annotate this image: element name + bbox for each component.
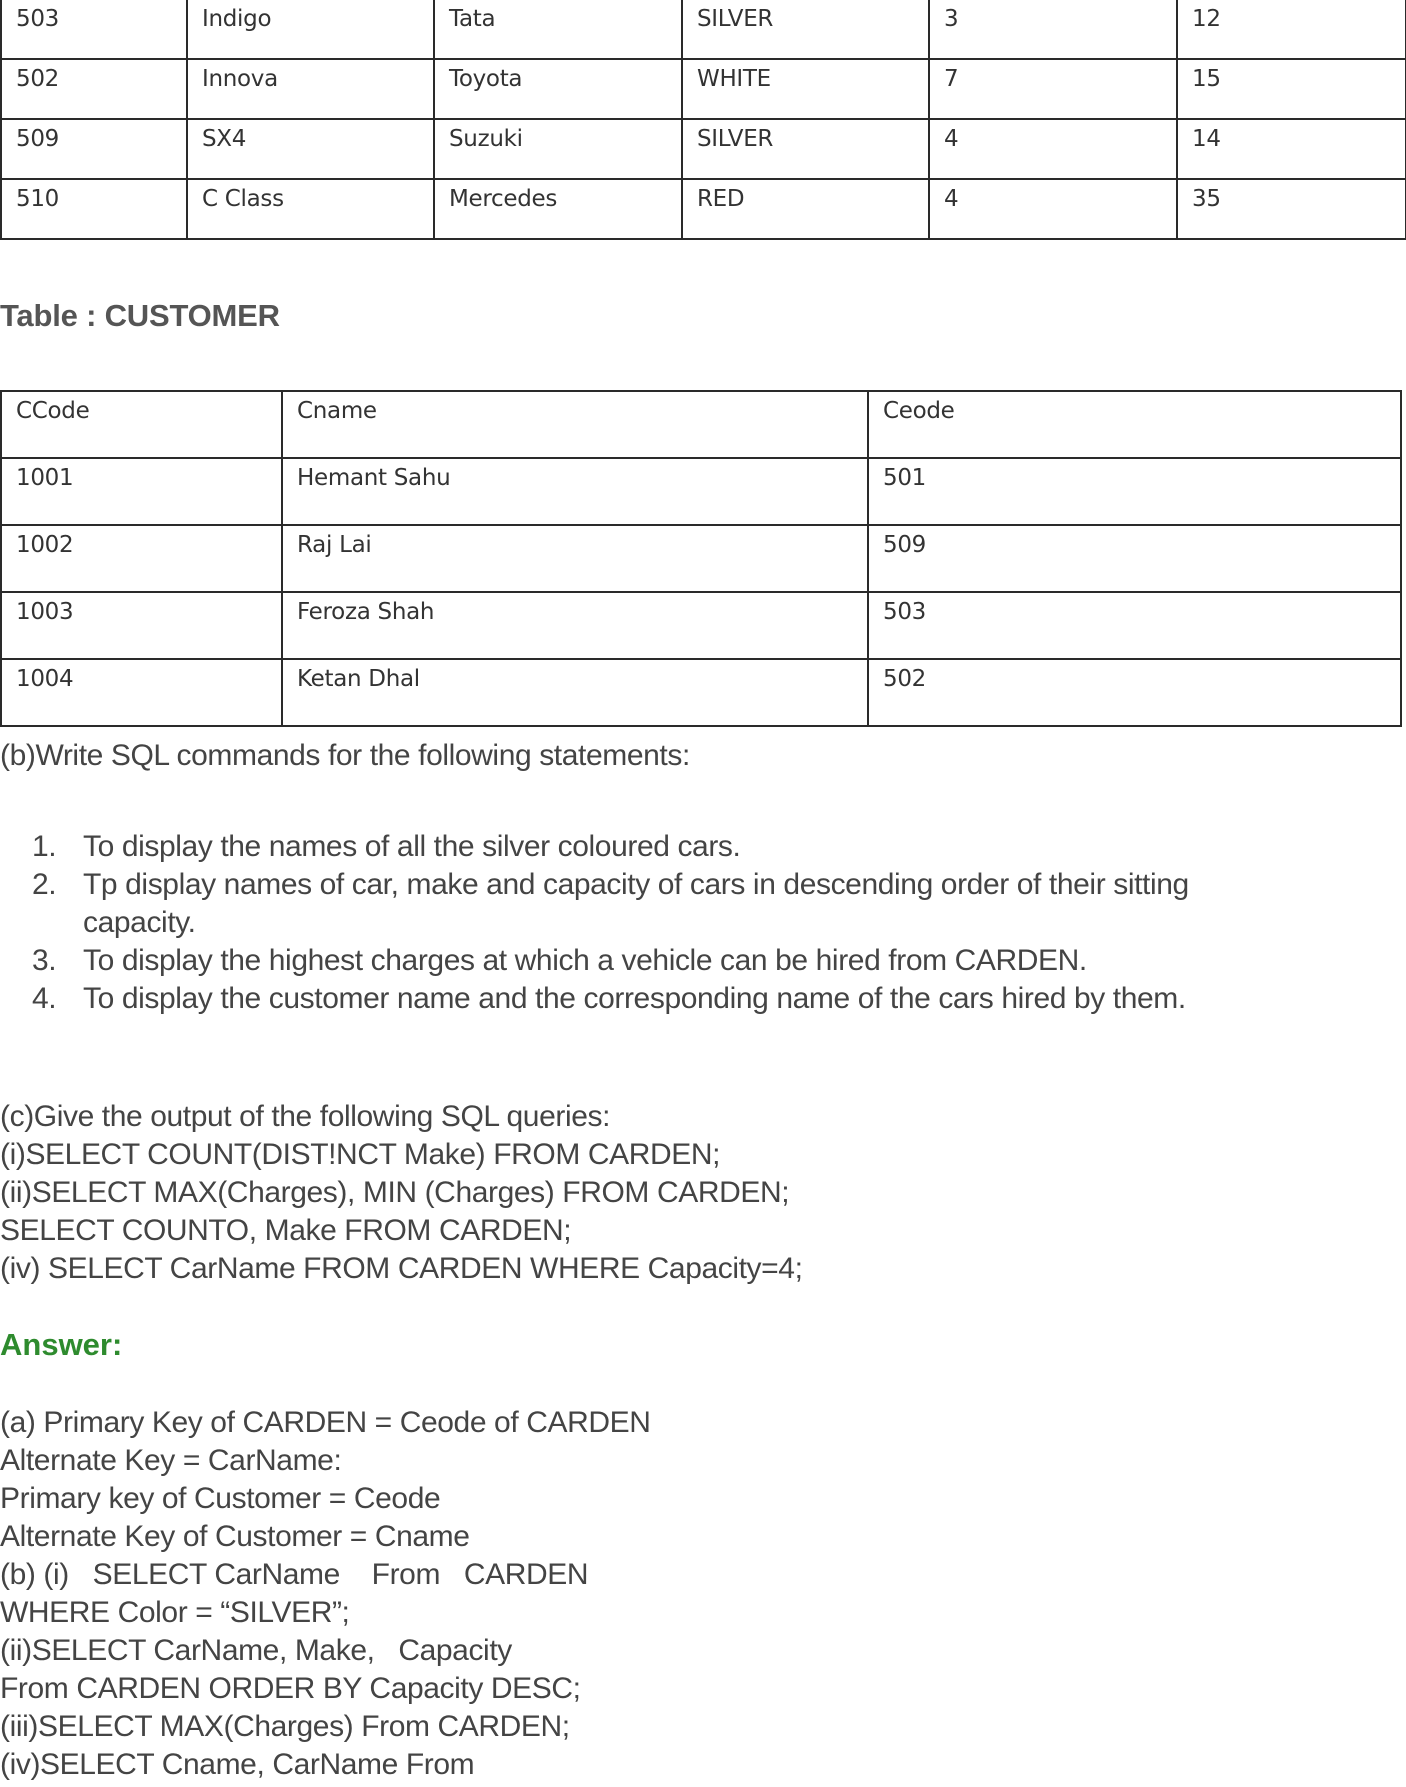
ccode-cell: 1004: [1, 659, 282, 726]
ccode-cell: 1002: [1, 525, 282, 592]
charges-cell: 35: [1177, 179, 1406, 239]
ceode-cell: 501: [868, 458, 1401, 525]
answer-line: (ii)SELECT CarName, Make, Capacity: [0, 1634, 512, 1667]
ceode-cell: 510: [1, 179, 187, 239]
list-item: [0, 828, 1300, 866]
table-row: [1, 592, 1401, 659]
make-cell: Suzuki: [434, 119, 682, 179]
section-c-intro: (c)Give the output of the following SQL queries:: [0, 1100, 611, 1133]
query-line: (ii)SELECT MAX(Charges), MIN (Charges) FROM CARDEN;: [0, 1176, 790, 1209]
ceode-cell: 503: [868, 592, 1401, 659]
cname-cell: Raj Lai: [282, 525, 868, 592]
list-item-text: To display the names of all the silver coloured cars.: [83, 830, 741, 863]
table-row: [1, 179, 1406, 239]
answer-line: Alternate Key of Customer = Cname: [0, 1520, 470, 1553]
cname-cell: Hemant Sahu: [282, 458, 868, 525]
column-header-cname: Cname: [282, 391, 868, 458]
capacity-cell: 3: [929, 0, 1177, 59]
color-cell: RED: [682, 179, 929, 239]
make-cell: Toyota: [434, 59, 682, 119]
section-b-intro: (b)Write SQL commands for the following statements:: [0, 739, 690, 772]
answer-line: (a) Primary Key of CARDEN = Ceode of CARDEN: [0, 1406, 651, 1439]
answer-line: From CARDEN ORDER BY Capacity DESC;: [0, 1672, 581, 1705]
customer-table-heading: Table : CUSTOMER: [0, 298, 280, 333]
make-cell: Tata: [434, 0, 682, 59]
list-item-text: Tp display names of car, make and capacity of cars in descending order of their sitting capacity.: [83, 868, 1189, 939]
table-row: [1, 0, 1406, 59]
answer-heading: Answer:: [0, 1327, 123, 1362]
color-cell: SILVER: [682, 119, 929, 179]
list-item-number: 1.: [32, 830, 57, 863]
list-item-text: To display the highest charges at which a vehicle can be hired from CARDEN.: [83, 944, 1087, 977]
customer-table: [0, 390, 1402, 727]
table-row: [1, 59, 1406, 119]
carden-table: [0, 0, 1406, 240]
list-item: [0, 980, 1300, 1018]
ccode-cell: 1001: [1, 458, 282, 525]
column-header-ceode: Ceode: [868, 391, 1401, 458]
ceode-cell: 502: [1, 59, 187, 119]
table-row: [1, 458, 1401, 525]
ccode-cell: 1003: [1, 592, 282, 659]
answer-line: Primary key of Customer = Ceode: [0, 1482, 441, 1515]
answer-line: WHERE Color = “SILVER”;: [0, 1596, 350, 1629]
carname-cell: Innova: [187, 59, 434, 119]
cname-cell: Ketan Dhal: [282, 659, 868, 726]
capacity-cell: 4: [929, 179, 1177, 239]
section-b-question-list: [0, 828, 1300, 1018]
make-cell: Mercedes: [434, 179, 682, 239]
list-item: [0, 942, 1300, 980]
list-item-number: 3.: [32, 944, 57, 977]
ceode-cell: 509: [868, 525, 1401, 592]
ceode-cell: 503: [1, 0, 187, 59]
charges-cell: 15: [1177, 59, 1406, 119]
color-cell: SILVER: [682, 0, 929, 59]
carname-cell: SX4: [187, 119, 434, 179]
ceode-cell: 509: [1, 119, 187, 179]
capacity-cell: 4: [929, 119, 1177, 179]
answer-line: (iii)SELECT MAX(Charges) From CARDEN;: [0, 1710, 570, 1743]
answer-line: (b) (i) SELECT CarName From CARDEN: [0, 1558, 589, 1591]
table-row: [1, 659, 1401, 726]
table-row: [1, 119, 1406, 179]
list-item-number: 2.: [32, 868, 57, 901]
carname-cell: Indigo: [187, 0, 434, 59]
charges-cell: 14: [1177, 119, 1406, 179]
color-cell: WHITE: [682, 59, 929, 119]
table-row: [1, 525, 1401, 592]
list-item-number: 4.: [32, 982, 57, 1015]
answer-body: [0, 1404, 651, 1784]
cname-cell: Feroza Shah: [282, 592, 868, 659]
list-item: [0, 866, 1300, 942]
table-header-row: [1, 391, 1401, 458]
ceode-cell: 502: [868, 659, 1401, 726]
carname-cell: C Class: [187, 179, 434, 239]
section-c-queries: [0, 1098, 803, 1288]
answer-line: Alternate Key = CarName:: [0, 1444, 342, 1477]
capacity-cell: 7: [929, 59, 1177, 119]
query-line: (i)SELECT COUNT(DIST!NCT Make) FROM CARDEN;: [0, 1138, 721, 1171]
charges-cell: 12: [1177, 0, 1406, 59]
column-header-ccode: CCode: [1, 391, 282, 458]
query-line: (iv) SELECT CarName FROM CARDEN WHERE Capacity=4;: [0, 1252, 803, 1285]
answer-line: (iv)SELECT Cname, CarName From: [0, 1748, 475, 1781]
list-item-text: To display the customer name and the corresponding name of the cars hired by them.: [83, 982, 1186, 1015]
query-line: SELECT COUNTO, Make FROM CARDEN;: [0, 1214, 572, 1247]
